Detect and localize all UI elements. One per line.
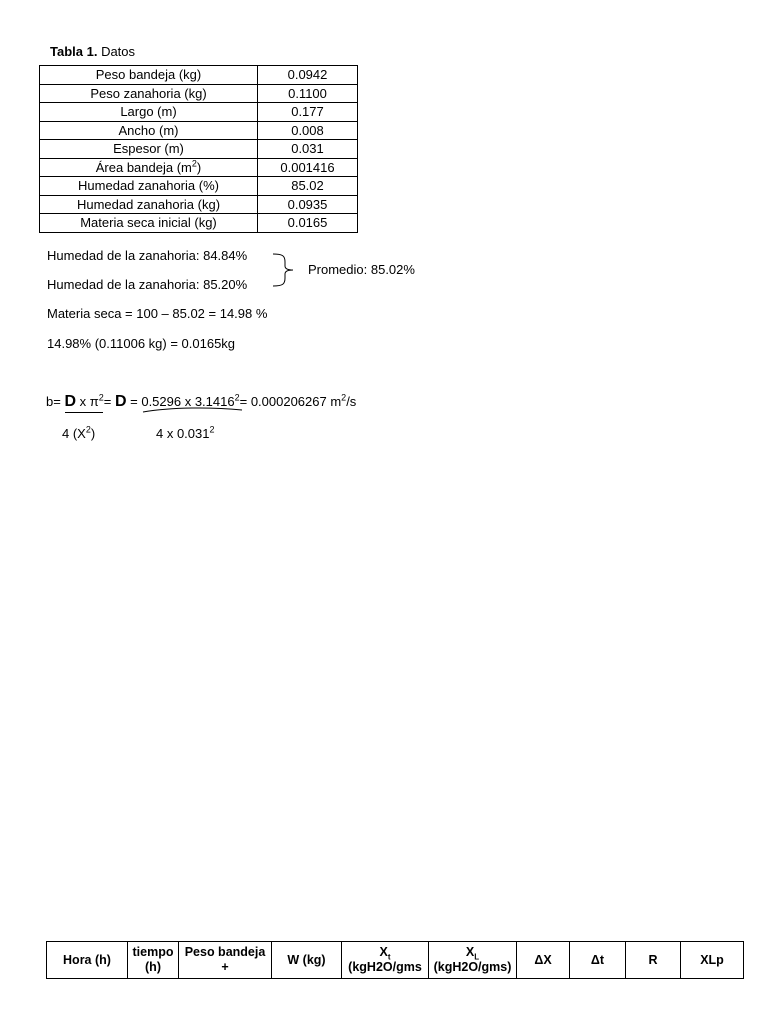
- table-row: [40, 177, 358, 196]
- row-value: 0.008: [258, 121, 358, 140]
- header-text-2: +: [221, 960, 229, 974]
- row-label: Espesor (m): [40, 140, 258, 159]
- formula-unit: /s: [346, 394, 357, 409]
- materia-seca-kg-line: 14.98% (0.11006 kg) = 0.0165kg: [47, 336, 236, 351]
- row-label-close: ): [196, 159, 202, 175]
- fraction-bar: [65, 412, 103, 413]
- den1-text: 4 (X: [62, 426, 86, 441]
- header-text: Δt: [590, 952, 605, 967]
- header-text: R: [648, 952, 658, 967]
- row-label: Largo (m): [40, 103, 258, 122]
- row-value: 0.0935: [258, 195, 358, 214]
- den1-exp: 2: [85, 424, 91, 435]
- header-text-2: (kgH2O/gms): [433, 960, 512, 974]
- header-xlp: [681, 942, 744, 979]
- curly-brace-icon: [271, 252, 301, 288]
- humedad-line-2: Humedad de la zanahoria: 85.20%: [47, 277, 248, 292]
- formula-d2: D: [114, 393, 127, 410]
- den1-close: ): [90, 426, 96, 441]
- header-tiempo: [128, 942, 179, 979]
- promedio-text: Promedio: 85.02%: [308, 262, 415, 277]
- formula-x-pi: x π: [76, 394, 99, 409]
- header-text: W (kg): [287, 952, 326, 967]
- row-label: Humedad zanahoria (kg): [40, 195, 258, 214]
- table-row: [47, 942, 744, 979]
- header-text-2: (kgH2O/gms: [348, 960, 422, 974]
- fraction-bar-curve: [142, 406, 244, 414]
- header-text: ΔX: [534, 952, 552, 967]
- header-text-2: (h): [145, 960, 161, 974]
- table-caption: [50, 44, 135, 59]
- caption-label: Tabla 1.: [50, 44, 98, 59]
- header-w: [272, 942, 342, 979]
- header-peso-bandeja: [179, 942, 272, 979]
- table-row: [40, 66, 358, 85]
- table-row: [40, 158, 358, 177]
- den2-text: 4 x 0.031: [156, 426, 210, 441]
- formula-exp: 2: [98, 392, 104, 403]
- header-r: [626, 942, 681, 979]
- header-hora: [47, 942, 128, 979]
- formula-num-exp: 2: [234, 392, 240, 403]
- row-label-text: Área bandeja (m: [95, 159, 192, 175]
- humedad-line-1: Humedad de la zanahoria: 84.84%: [47, 248, 248, 263]
- row-value: 0.1100: [258, 84, 358, 103]
- formula-denominator-2: [156, 426, 215, 441]
- formula-denominator-1: [62, 426, 95, 441]
- row-value: 0.031: [258, 140, 358, 159]
- header-xl: [429, 942, 517, 979]
- row-value: 0.0165: [258, 214, 358, 233]
- row-label: Humedad zanahoria (%): [40, 177, 258, 196]
- header-text: X: [465, 945, 475, 959]
- formula-result: = 0.000206267 m: [239, 394, 342, 409]
- header-text: X: [379, 945, 388, 959]
- row-value: 0.177: [258, 103, 358, 122]
- row-value: 0.0942: [258, 66, 358, 85]
- caption-title: Datos: [97, 44, 136, 59]
- header-sub: L: [474, 952, 480, 962]
- header-delta-x: [517, 942, 570, 979]
- row-value: 85.02: [258, 177, 358, 196]
- formula-eq2: =: [126, 394, 142, 409]
- header-text: XLp: [700, 952, 724, 967]
- formula-eq1: =: [103, 394, 112, 409]
- row-value: 0.001416: [258, 158, 358, 177]
- row-label: Peso zanahoria (kg): [40, 84, 258, 103]
- results-table-header: [46, 941, 744, 979]
- formula-unit-exp: 2: [341, 392, 347, 403]
- header-delta-t: [570, 942, 626, 979]
- formula-b: b=: [46, 394, 61, 409]
- table-row: [40, 140, 358, 159]
- table-row: [40, 121, 358, 140]
- table-row: [40, 103, 358, 122]
- table-row: [40, 214, 358, 233]
- row-label: Peso bandeja (kg): [40, 66, 258, 85]
- table-row: [40, 195, 358, 214]
- row-label-sup: 2: [191, 158, 197, 169]
- header-xt: [342, 942, 429, 979]
- header-text: tiempo: [132, 945, 174, 959]
- header-sub: t: [387, 952, 391, 962]
- formula-d1: D: [64, 393, 77, 410]
- header-text: Peso bandeja: [184, 945, 266, 959]
- table-row: [40, 84, 358, 103]
- data-table: [39, 65, 358, 233]
- materia-seca-line: Materia seca = 100 – 85.02 = 14.98 %: [47, 306, 268, 321]
- header-text: Hora (h): [63, 952, 111, 967]
- den2-exp: 2: [209, 424, 215, 435]
- formula-num: 0.5296 x 3.1416: [141, 394, 235, 409]
- row-label: Materia seca inicial (kg): [40, 214, 258, 233]
- row-label: [40, 158, 258, 177]
- row-label: Ancho (m): [40, 121, 258, 140]
